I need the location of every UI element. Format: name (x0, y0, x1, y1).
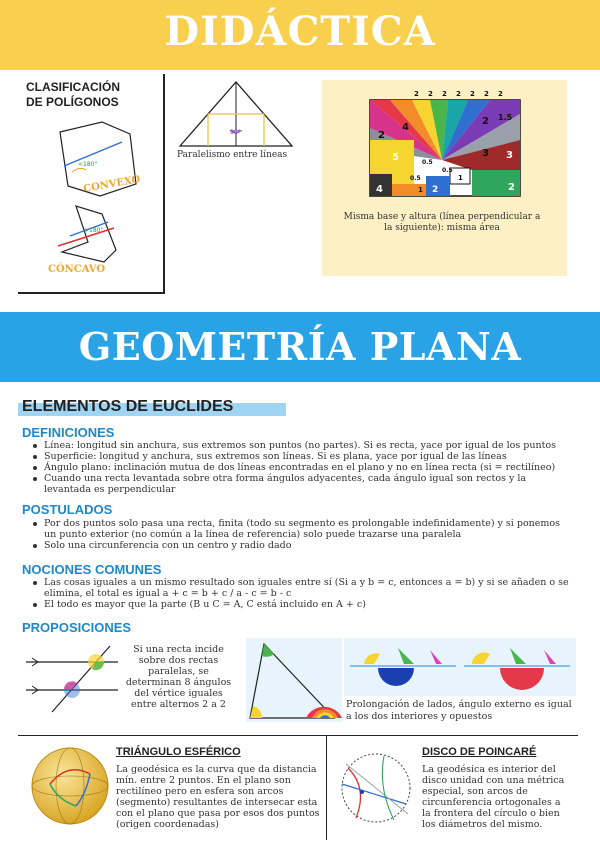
exterior-angle-diagram (344, 638, 576, 696)
triangle-angles-diagram (246, 638, 342, 722)
list-item: Superficie: longitud y anchura, sus extremos son líneas. Si es plana, yace por igual de las líneas (30, 451, 575, 462)
sphere (32, 748, 108, 824)
fan-label: 2 (470, 90, 475, 98)
postulates-list (30, 518, 575, 551)
list-item: Ángulo plano: inclinación mutua de dos líneas encontradas en el plano y no en línea recta (si = rectilíneo) (30, 462, 575, 473)
list-item: Línea: longitud sin anchura, sus extremos son puntos (no partes). Si es recta, yace por igual de los puntos (30, 440, 575, 451)
geodesic-arc-red (348, 768, 361, 818)
main-banner-title: GEOMETRÍA PLANA (78, 324, 522, 369)
fan-label: 1 (418, 186, 423, 194)
polygon-sketches (18, 74, 165, 294)
poincare-text: La geodésica es interior del disco unidad con una métrica especial, son arcos de circunferencia ortogonales a la frontera del círculo o bien los diámetros del mismo. (422, 764, 565, 830)
triangle-angle-label: 90° (230, 129, 241, 136)
concave-polygon (62, 206, 116, 262)
polygon-title: CLASIFICACIÓN DE POLÍGONOS (26, 80, 120, 109)
fan-label: 3 (506, 150, 513, 161)
fan-label: 2 (414, 90, 419, 98)
parallel-lines-diagram (22, 640, 122, 718)
main-banner (0, 312, 600, 382)
concave-label: CÓNCAVO (48, 264, 106, 275)
list-item: Cuando una recta levantada sobre otra forma ángulos adyacentes, cada ángulo igual son rectos y la levantada es perpendicular (30, 473, 575, 495)
postulates-title: POSTULADOS (22, 502, 113, 517)
list-item: El todo es mayor que la parte (B u C = A, C está incluido en A + c) (30, 599, 575, 610)
convex-angle-arc (72, 168, 86, 172)
fan-label: 4 (402, 122, 409, 133)
fan-label: 4 (376, 184, 383, 195)
concave-angle-label: >180° (84, 227, 104, 234)
list-item: Por dos puntos solo pasa una recta, finita (todo su segmento es prolongable indefinidamente) y si ponemos un punto exterior (no común a la línea de referencia) solo puede trazarse una paralela (30, 518, 575, 540)
sphere-diagram (28, 744, 112, 828)
fan-label: 2 (428, 90, 433, 98)
spherical-text: La geodésica es la curva que da distancia mín. entre 2 puntos. En el plano son rectilíneo pero en esfera son arcos (segmento) resultantes de intersecar esta con el plano que pasa por esos dos puntos (origen coordenadas) (116, 764, 320, 830)
exterior-angle-caption: Prolongación de lados, ángulo externo es igual a los dos interiores y opuestos (346, 699, 572, 722)
list-item: Solo una circunferencia con un centro y radio dado (30, 540, 575, 551)
convex-angle-label: <180° (78, 161, 98, 168)
definitions-title: DEFINICIONES (22, 425, 115, 440)
geodesic-arc-green (382, 756, 394, 820)
common-notions-list (30, 577, 575, 610)
parallel-caption: Paralelismo entre líneas (177, 150, 288, 160)
common-notions-title: NOCIONES COMUNES (22, 562, 162, 577)
polygon-classification-card (18, 74, 165, 294)
fan-label: 3 (482, 148, 489, 159)
fan-top-labels (414, 90, 503, 98)
fan-label: 1 (458, 174, 463, 182)
fan-label: 1.5 (498, 113, 513, 122)
fan-label: 2 (508, 182, 515, 193)
fan-label: 0.5 (410, 175, 421, 182)
top-banner (0, 0, 600, 70)
fan-label: 2 (482, 116, 489, 127)
fan-label: 0.5 (422, 159, 433, 166)
fan-label: 5 (392, 152, 399, 163)
diagram-background (344, 638, 576, 696)
bottom-divider (18, 735, 578, 736)
fan-label: 2 (484, 90, 489, 98)
fan-area-diagram (322, 80, 567, 276)
propositions-title: PROPOSICIONES (22, 620, 132, 635)
fan-caption: Misma base y altura (línea perpendicular a la siguiente): misma área (343, 212, 541, 233)
spherical-title: TRIÁNGULO ESFÉRICO (116, 746, 241, 758)
fan-label: 2 (456, 90, 461, 98)
fan-label: 2 (498, 90, 503, 98)
header-title: DIDÁCTICA (164, 8, 436, 55)
geodesic-diameter (346, 764, 408, 814)
euclid-title: ELEMENTOS DE EUCLIDES (22, 398, 234, 415)
poincare-disc-diagram (334, 744, 416, 834)
definitions-list (30, 440, 575, 495)
fan-label: 2 (378, 130, 385, 141)
fan-area-panel (322, 80, 567, 276)
disc-point (360, 790, 364, 794)
poincare-title: DISCO DE POINCARÉ (422, 746, 537, 758)
convex-label: CONVEXO (82, 174, 142, 195)
fan-label: 2 (442, 90, 447, 98)
parallel-proposition-text: Si una recta incide sobre dos rectas paralelas, se determinan 8 ángulos del vértice iguales entre alternos 2 a 2 (125, 644, 232, 710)
transversal-line (52, 646, 110, 712)
list-item: Las cosas iguales a un mismo resultado son iguales entre sí (Si a y b = c, entonces a = b) y si se añaden o se elimina, el total es igual a + c = b + c / a - c = b - c (30, 577, 575, 599)
fan-label: 2 (432, 185, 439, 195)
bottom-column-divider (326, 736, 327, 840)
fan-label: 0.5 (442, 167, 453, 174)
